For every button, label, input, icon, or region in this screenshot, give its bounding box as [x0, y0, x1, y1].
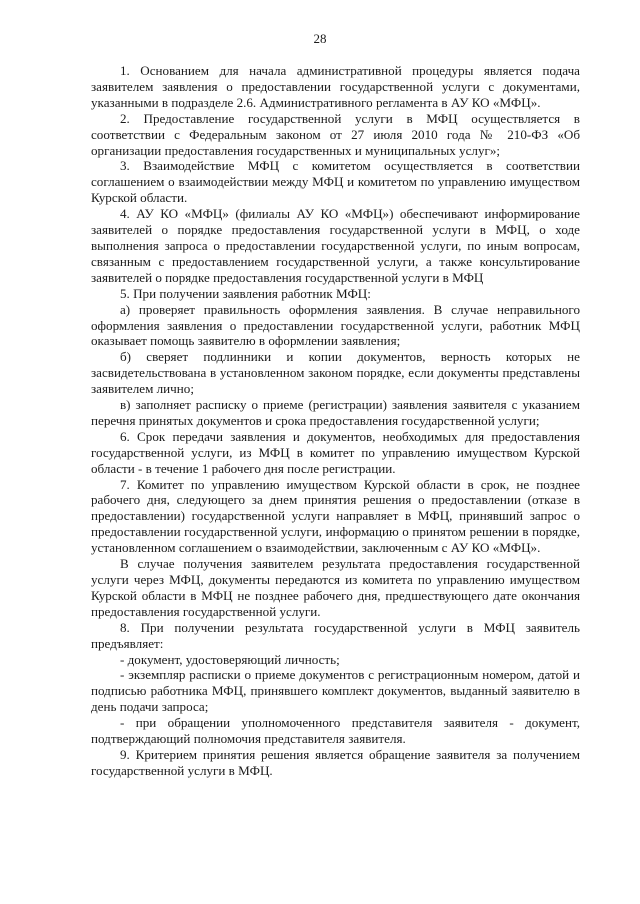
- paragraph-5: 5. При получении заявления работник МФЦ:: [120, 285, 371, 301]
- paragraph-5c: в) заполняет расписку о приеме (регистрации) заявления заявителя с указанием перечня принятых документов и срока предоставления государственной услуги;: [91, 397, 580, 428]
- paragraph-6: 6. Срок передачи заявления и документов, необходимых для предоставления государственной услуги, из МФЦ в комитет по управлению имуществом Курской области - в течение 1 рабочего дня после регистрации.: [91, 428, 580, 476]
- paragraph-1: 1. Основанием для начала административной процедуры является подача заявителем заявления о предоставлении государственной услуги с документами, указанными в подразделе 2.6. Административного регламента в АУ КО «МФЦ».: [91, 63, 580, 110]
- paragraph-9: 9. Критерием принятия решения является обращение заявителя за получением государственной услуги в МФЦ.: [91, 746, 580, 778]
- paragraph-8-item-3: - при обращении уполномоченного представителя заявителя - документ, подтверждающий полномочия представителя заявителя.: [91, 715, 580, 747]
- paragraph-2: 2. Предоставление государственной услуги в МФЦ осуществляется в соответствии с Федеральным законом от 27 июля 2010 года № 210-ФЗ «Об организации предоставления государственных и муниципальных услуг»;: [91, 110, 580, 158]
- paragraph-7-continued: В случае получения заявителем результата предоставления государственной услуги через МФЦ, документы передаются из комитета по управлению имуществом Курской области в МФЦ не позднее рабочего дня, предшествующего дате окончания предоставления государственной услуги.: [91, 556, 580, 619]
- paragraph-3: 3. Взаимодействие МФЦ с комитетом осуществляется в соответствии соглашением о взаимодействии между МФЦ и комитетом по управлению имуществом Курской области.: [91, 158, 580, 206]
- paragraph-4: 4. АУ КО «МФЦ» (филиалы АУ КО «МФЦ») обеспечивают информирование заявителей о порядке предоставления государственной услуги в МФЦ, о ходе выполнения запроса о предоставлении государственной услуги, по иным вопросам, связанным с предоставлением государственной услуги, а также консультирование заявителей о порядке предоставления государственной услуги в МФЦ: [91, 206, 580, 285]
- document-body: [91, 63, 580, 779]
- paragraph-8-item-1: - документ, удостоверяющий личность;: [120, 651, 340, 667]
- page-number: 28: [313, 31, 327, 46]
- paragraph-5a: а) проверяет правильность оформления заявления. В случае неправильного оформления заявления о предоставлении государственной услуги, работник МФЦ оказывает помощь заявителю в оформлении заявления;: [91, 301, 580, 349]
- paragraph-7: 7. Комитет по управлению имуществом Курской области в срок, не позднее рабочего дня, следующего за днем принятия решения о предоставлении (отказе в предоставлении) государственной услуги направляет в МФЦ, принявший запрос о предоставлении государственной услуги, информацию о принятом решении в порядке, установленном соглашением о взаимодействии, заключенным с АУ КО «МФЦ».: [91, 476, 580, 556]
- paragraph-8-item-2: - экземпляр расписки о приеме документов с регистрационным номером, датой и подписью работника МФЦ, принявшего комплект документов, выданный заявителю в день подачи запроса;: [91, 667, 580, 715]
- paragraph-5b: б) сверяет подлинники и копии документов, верность которых не засвидетельствована в установленном законом порядке, если документы представлены заявителем лично;: [91, 349, 580, 397]
- paragraph-8: 8. При получении результата государственной услуги в МФЦ заявитель предъявляет:: [91, 619, 580, 651]
